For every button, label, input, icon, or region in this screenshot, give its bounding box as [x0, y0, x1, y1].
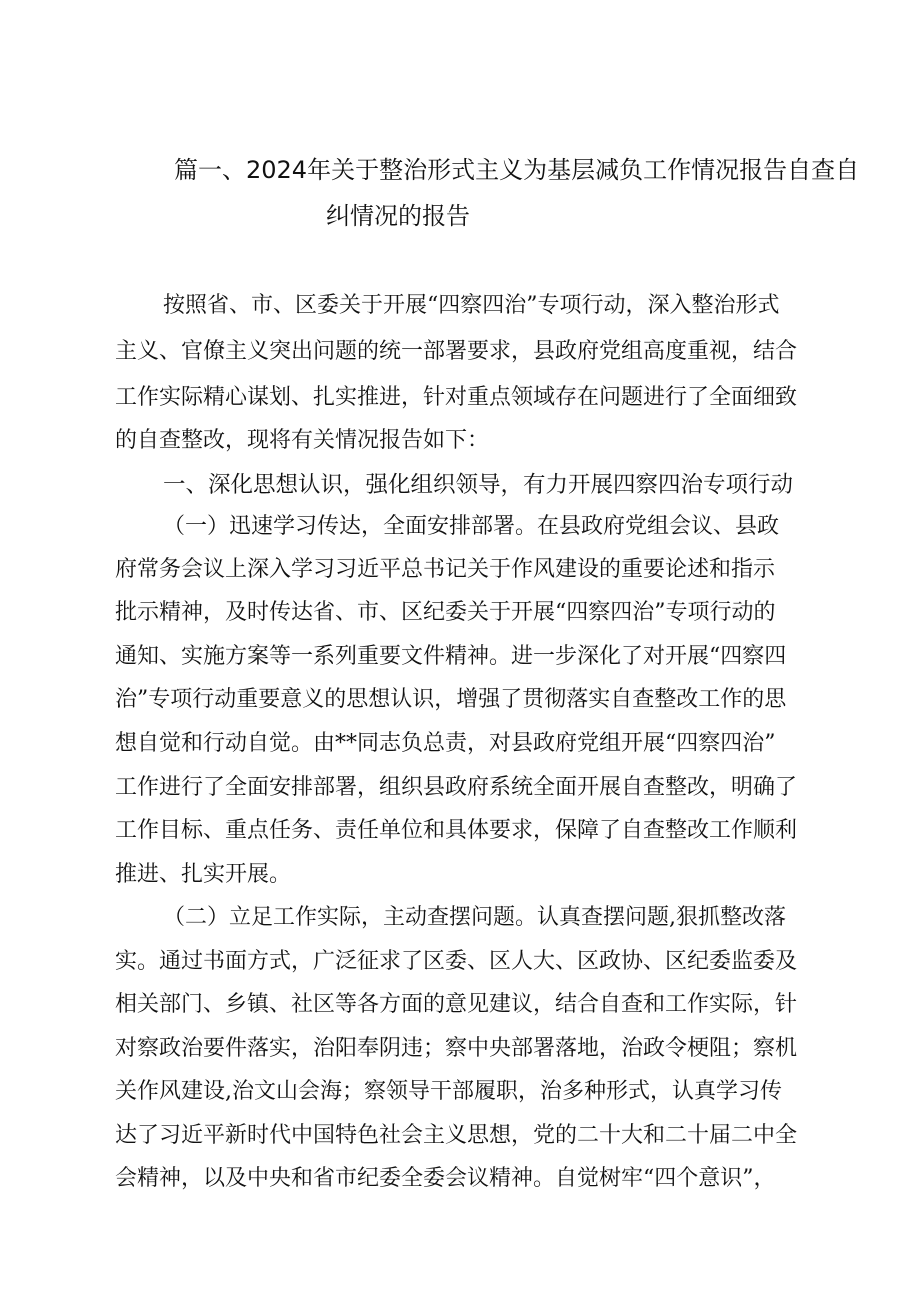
document-title-line-1: 篇一、2024年关于整治形式主义为基层减负工作情况报告自查自	[174, 156, 860, 184]
sub1-line-1: （一）迅速学习传达，全面安排部署。在县政府党组会议、县政	[163, 514, 780, 539]
document-title-line-2: 纠情况的报告	[326, 202, 470, 230]
sub2-line-3: 相关部门、乡镇、社区等各方面的意见建议，结合自查和工作实际，针	[115, 992, 798, 1017]
intro-line-3: 工作实际精心谋划、扎实推进，针对重点领域存在问题进行了全面细致	[115, 385, 798, 410]
sub1-line-3: 批示精神，及时传达省、市、区纪委关于开展“四察四治”专项行动的	[115, 600, 776, 625]
sub1-line-8: 工作目标、重点任务、责任单位和具体要求，保障了自查整改工作顺利	[115, 818, 798, 843]
intro-line-2: 主义、官僚主义突出问题的统一部署要求，县政府党组高度重视，结合	[115, 339, 798, 364]
sub1-line-7: 工作进行了全面安排部署，组织县政府系统全面开展自查整改，明确了	[115, 775, 798, 800]
sub1-line-9: 推进、扎实开展。	[115, 862, 292, 887]
sub1-line-4: 通知、实施方案等一系列重要文件精神。进一步深化了对开展“四察四	[115, 644, 787, 669]
section-heading-1: 一、深化思想认识，强化组织领导，有力开展四察四治专项行动	[163, 472, 794, 498]
sub2-line-2: 实。通过书面方式，广泛征求了区委、区人大、区政协、区纪委监委及	[115, 949, 798, 974]
sub2-line-4: 对察政治要件落实，治阳奉阴违；察中央部署落地，治政令梗阻；察机	[115, 1036, 798, 1061]
intro-line-1: 按照省、市、区委关于开展“四察四治”专项行动，深入整治形式	[163, 293, 780, 318]
sub2-line-6: 达了习近平新时代中国特色社会主义思想，党的二十大和二十届二中全	[115, 1123, 798, 1148]
sub2-line-1: （二）立足工作实际，主动查摆问题。认真查摆问题,狠抓整改落	[163, 905, 786, 930]
sub1-line-5: 治”专项行动重要意义的思想认识，增强了贯彻落实自查整改工作的思	[115, 687, 787, 712]
sub1-line-2: 府常务会议上深入学习习近平总书记关于作风建设的重要论述和指示	[115, 557, 776, 582]
sub2-line-5: 关作风建设,治文山会海；察领导干部履职，治多种形式，认真学习传	[115, 1079, 782, 1104]
sub1-line-6: 想自觉和行动自觉。由**同志负总责，对县政府党组开展“四察四治”	[115, 731, 776, 756]
sub2-line-7: 会精神，以及中央和省市纪委全委会议精神。自觉树牢“四个意识”，	[115, 1166, 776, 1191]
intro-line-4: 的自查整改，现将有关情况报告如下：	[115, 428, 490, 453]
